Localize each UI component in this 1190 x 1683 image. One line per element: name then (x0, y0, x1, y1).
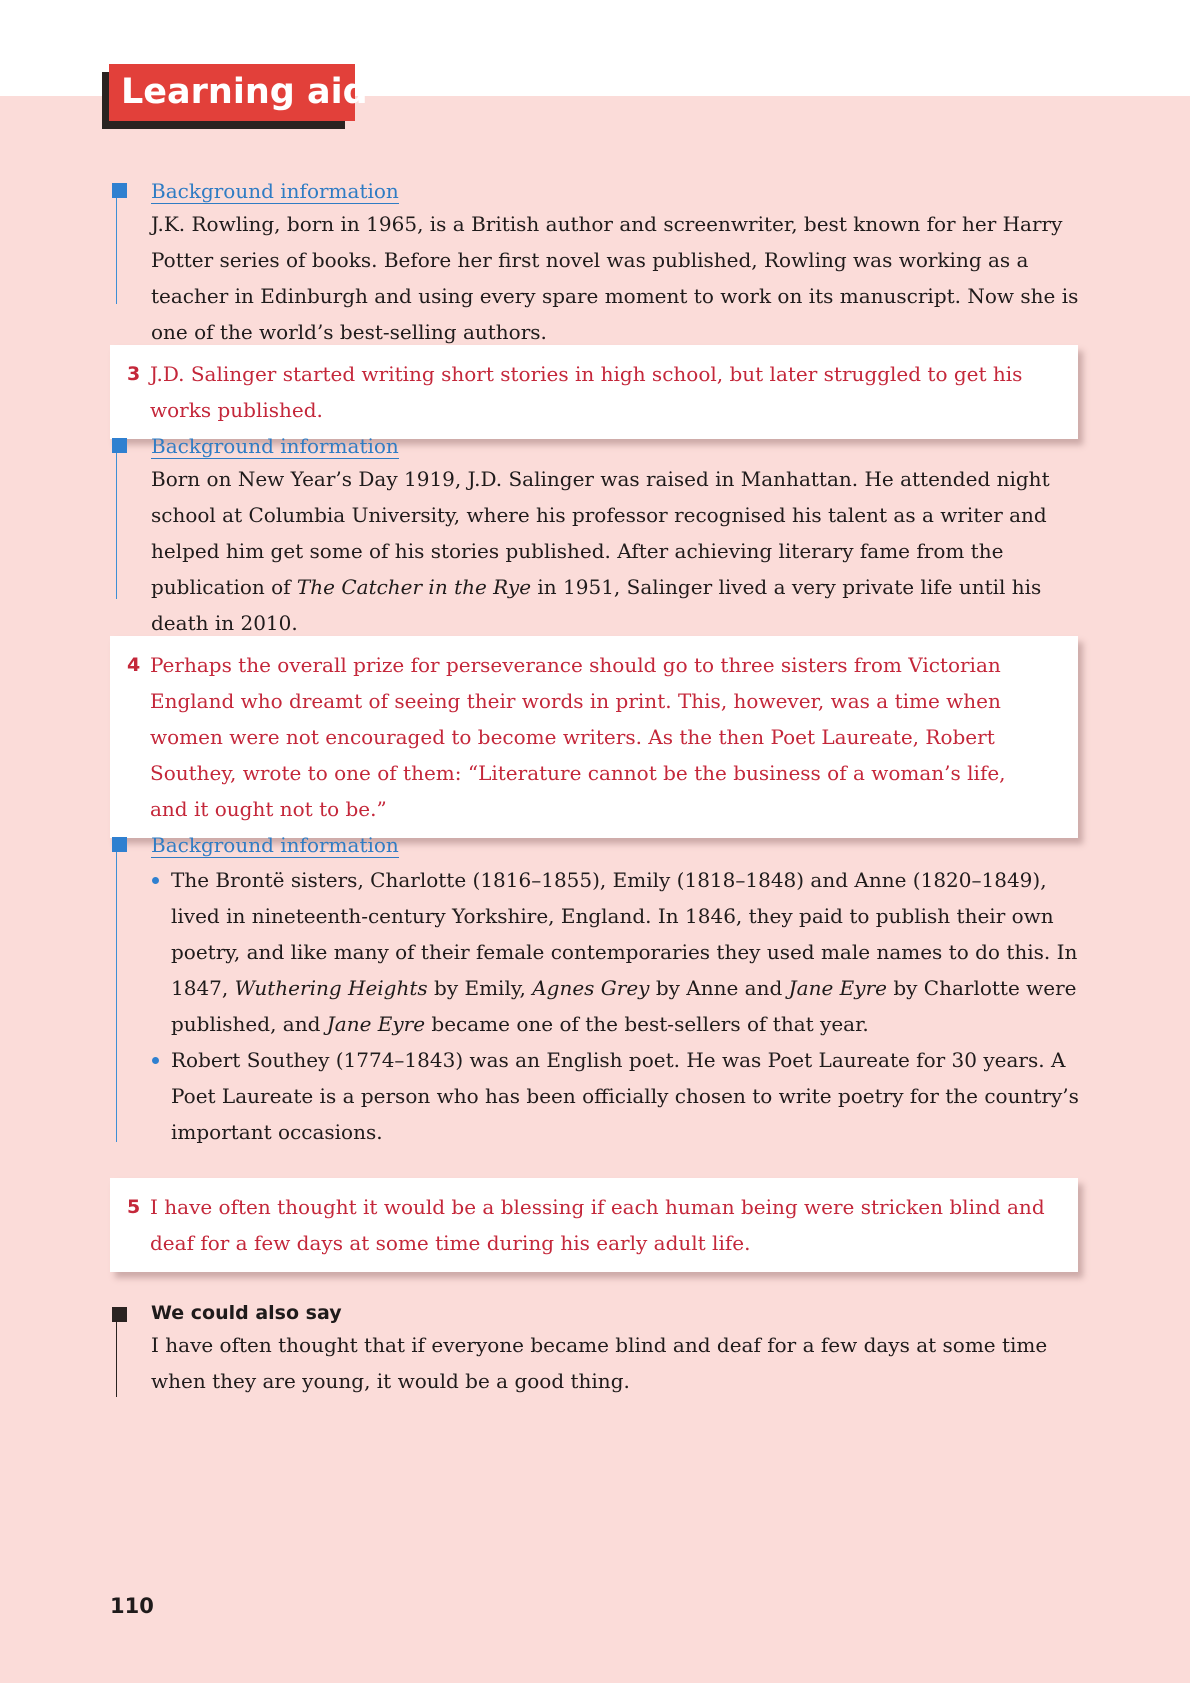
quote-text: I have often thought it would be a blessing if each human being were stricken blind and deaf for a few days at some time during his early adult life. (150, 1195, 1045, 1255)
page-number: 110 (110, 1594, 154, 1618)
note-text: Born on New Year’s Day 1919, J.D. Salinger was raised in Manhattan. He attended night school at Columbia University, where his professor recognised his talent as a writer and helped him get some of his stories published. After achieving literary fame from the publication of The Catcher in the Rye in 1951, Salinger lived a very private life until his death in 2010. (151, 467, 1050, 635)
also-say-note (116, 1302, 1086, 1397)
note-marker-icon (112, 183, 127, 198)
bullet-icon (152, 1057, 159, 1064)
note-heading: Background information (151, 434, 399, 458)
book-title: Wuthering Heights (234, 976, 428, 1000)
note-marker-icon (112, 438, 127, 453)
background-note-salinger (116, 434, 1086, 635)
book-title: Jane Eyre (788, 976, 887, 1000)
background-note-bronte (116, 833, 1086, 1144)
note-heading: Background information (151, 179, 399, 203)
quote-text: Perhaps the overall prize for perseverance should go to three sisters from Victorian England who dreamt of seeing their words in print. This, however, was a time when women were not encouraged to become writers. As the then Poet Laureate, Robert Southey, wrote to one of them: “Literature cannot be the business of a woman’s life, and it ought not to be.” (150, 653, 1006, 821)
background-note-rowling (116, 179, 1086, 344)
quote-3 (110, 345, 1078, 439)
note-bullet-list (151, 862, 1086, 1150)
quote-text: J.D. Salinger started writing short stories in high school, but later struggled to get his works published. (150, 362, 1023, 422)
title-label: Learning aid (109, 64, 355, 121)
note-heading: Background information (151, 833, 399, 857)
quote-number: 4 (127, 654, 141, 676)
also-say-heading: We could also say (151, 1302, 342, 1324)
note-marker-icon (112, 1307, 127, 1322)
note-text: J.K. Rowling, born in 1965, is a British author and screenwriter, best known for her Harry Potter series of books. Before her first novel was published, Rowling was working as a teacher in Edinburgh and using every spare moment to work on its manuscript. Now she is one of the world’s best-selling authors. (151, 212, 1079, 344)
book-title: Agnes Grey (532, 976, 650, 1000)
quote-number: 5 (127, 1196, 141, 1218)
bullet-icon (152, 877, 159, 884)
note-marker-icon (112, 837, 127, 852)
quote-5 (110, 1178, 1078, 1272)
book-title: The Catcher in the Rye (296, 575, 532, 599)
also-say-text: I have often thought that if everyone became blind and deaf for a few days at some time when they are young, it would be a good thing. (151, 1333, 1048, 1393)
book-title: Jane Eyre (326, 1012, 426, 1036)
quote-4 (110, 636, 1078, 838)
list-item: The Brontë sisters, Charlotte (1816–1855), Emily (1818–1848) and Anne (1820–1849), lived in nineteenth-century Yorkshire, England. In 1846, they paid to publish their own poetry, and like many of their female contemporaries they used male names to do this. In 1847, Wuthering Heights by Emily, Agnes Grey by Anne and Jane Eyre by Charlotte were published, and Jane Eyre became one of the best-sellers of that year. (151, 862, 1086, 1042)
list-item: Robert Southey (1774–1843) was an English poet. He was Poet Laureate for 30 years. A Poet Laureate is a person who has been officially chosen to write poetry for the country’s important occasions. (151, 1042, 1086, 1150)
quote-number: 3 (127, 363, 141, 385)
